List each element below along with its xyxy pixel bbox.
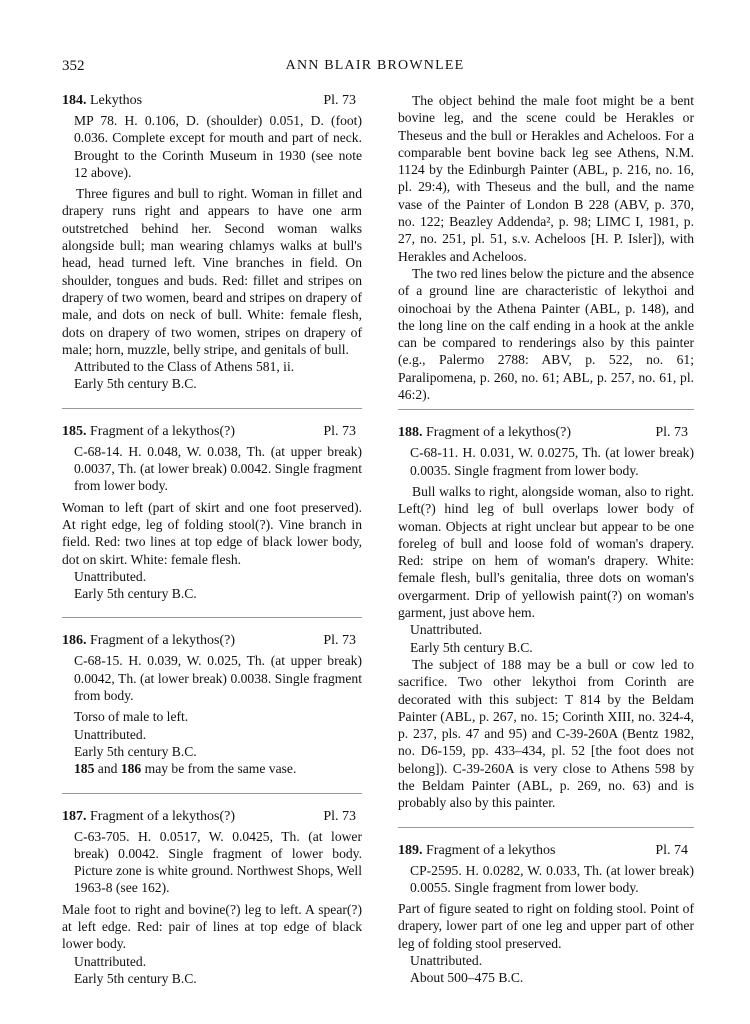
note-ref-185: 185 (74, 761, 95, 777)
entry-description: Woman to left (part of skirt and one foot preserved). At right edge, leg of folding stool(?). Vine branch in field. Red: two lines at top edge of black lower body, dot on skirt. White: female flesh. (62, 499, 362, 567)
entry-attribution: Attributed to the Class of Athens 581, ii. (74, 359, 295, 375)
divider (62, 617, 362, 618)
entry-number: 187. (62, 808, 87, 824)
note-ref-186: 186 (120, 761, 142, 777)
entry-description: Torso of male to left. (74, 709, 189, 725)
entry-specs: MP 78. H. 0.106, D. (shoulder) 0.051, D. (foot) 0.036. Complete except for mouth and part of neck. Brought to the Corinth Museum in 1930 (see note 12 above). (74, 113, 362, 180)
entry-title: Fragment of a lekythos (426, 842, 556, 858)
entry-specs: C-68-15. H. 0.039, W. 0.025, Th. (at upper break) 0.0042, Th. (at lower break) 0.0038. Single fragment from body. (74, 653, 362, 704)
catalogue-entry-185 (62, 423, 362, 603)
entry-specs: C-68-14. H. 0.048, W. 0.038, Th. (at upper break) 0.0037, Th. (at lower break) 0.0042. Single fragment from lower body. (74, 443, 362, 494)
divider (62, 793, 362, 794)
entry-comment: The subject of 188 may be a bull or cow led to sacrifice. Two other lekythoi from Corinth are decorated with this subject: T 814 by the Beldam Painter (ABL, p. 267, no. 15; Corinth XIII, no. 324-4, p. 237, pls. 47 and 95) and C-39-260A (Bentz 1982, no. D6-159, pp. 433–434, pl. 52 [the foot does not belong]). C-39-260A is very close to Athens 598 by the Beldam Painter (ABL, p. 269, no. 63) and is probably also by this painter. (398, 656, 694, 811)
entry-description: Part of figure seated to right on folding stool. Point of drapery, lower part of one leg and upper part of other leg of folding stool preserved. (398, 901, 694, 951)
entry-attribution: Unattributed. (74, 953, 147, 969)
entry-title: Fragment of a lekythos(?) (90, 423, 236, 439)
entry-number: 188. (398, 425, 423, 441)
entry-date: About 500–475 B.C. (410, 970, 524, 986)
entry-number: 184. (62, 93, 87, 108)
page-header (62, 58, 688, 78)
entry-note (74, 760, 362, 777)
divider (62, 408, 362, 409)
entry-description: Male foot to right and bovine(?) leg to left. A spear(?) at left edge. Red: pair of lines at top edge of black lower body. (62, 901, 362, 952)
divider (398, 409, 694, 410)
entry-description: Bull walks to right, alongside woman, also to right. Left(?) hind leg of bull overlaps lower body of woman. Objects at right unclear but appear to be one foreleg of bull and loose fold of woman's drapery. Red: stripe on hem of woman's drapery. White: female flesh, bull's genitalia, three dots on woman's overgarment. Drip of yellowish paint(?) on woman's garment, just above hem. (398, 483, 694, 621)
entry-heading (62, 423, 362, 441)
entry-title: Lekythos (90, 93, 143, 108)
catalogue-entry-188 (398, 424, 694, 811)
entry-heading (398, 842, 694, 860)
plate-reference: Pl. 73 (323, 93, 356, 108)
catalogue-entry-184 (62, 92, 362, 393)
entry-heading (62, 632, 362, 650)
left-column (62, 92, 362, 1002)
entry-number: 189. (398, 842, 423, 858)
commentary-187-p2: The two red lines below the picture and the absence of a ground line are characteristic of lekythoi and oinochoai by the Athena Painter (ABL, p. 148), and the long line on the calf ending in a hook at the ankle can be compared to renderings also by this painter (e.g., Palermo 2788: ABV, p. 522, no. 61; Paralipomena, p. 260, no. 61; ABL, p. 257, no. 61, pl. 46:2). (398, 265, 694, 403)
entry-specs: C-63-705. H. 0.0517, W. 0.0425, Th. (at lower break) 0.0042. Single fragment of lower body. Picture zone is white ground. Northwest Shops, Well 1963-8 (see 162). (74, 828, 362, 896)
catalogue-entry-189 (398, 842, 694, 987)
plate-reference: Pl. 74 (655, 842, 688, 858)
entry-attribution: Unattributed. (410, 622, 483, 638)
entry-title: Fragment of a lekythos(?) (90, 633, 236, 649)
note-text: may be from the same vase. (141, 761, 297, 777)
plate-reference: Pl. 73 (323, 423, 356, 439)
entry-specs: C-68-11. H. 0.031, W. 0.0275, Th. (at lower break) 0.0035. Single fragment from lower body. (410, 445, 694, 478)
entry-title: Fragment of a lekythos(?) (90, 808, 236, 824)
entry-number: 185. (62, 423, 87, 439)
entry-attribution: Unattributed. (410, 953, 483, 969)
entry-date: Early 5th century B.C. (74, 970, 197, 986)
entry-date: Early 5th century B.C. (74, 376, 197, 392)
plate-reference: Pl. 73 (323, 808, 356, 824)
commentary-187-p1: The object behind the male foot might be a bent bovine leg, and the scene could be Herakles or Theseus and the bull or Herakles and Acheloos. For a comparable bent bovine back leg see Athens, N.M. 1124 by the Edinburgh Painter (ABL, p. 216, no. 16, pl. 29:4), with Theseus and the bull, and the name vase of the Painter of London B 228 (ABV, p. 370, no. 122; Beazley Addenda², p. 98; LIMC I, 1981, p. 27, no. 251, pl. 51, s.v. Acheloos [H. P. Isler]), with Herakles and Acheloos. (398, 93, 694, 264)
right-column (398, 92, 694, 1002)
entry-title: Fragment of a lekythos(?) (426, 425, 572, 441)
entry-heading (62, 808, 362, 826)
plate-reference: Pl. 73 (655, 425, 688, 441)
entry-number: 186. (62, 633, 87, 649)
note-and: and (94, 761, 121, 777)
entry-attribution: Unattributed. (74, 568, 147, 584)
entry-description: Three figures and bull to right. Woman in fillet and drapery runs right and appears to have one arm outstretched behind her. Second woman walks alongside bull; man wearing chlamys walks at bull's head, head turned left. Vine branches in field. On shoulder, tongues and buds. Red: fillet and stripes on drapery of two women, beard and stripes on drapery of male, and dots on neck of bull. White: female flesh, dots on drapery of two women, stripes on drapery of male; horn, muzzle, belly stripe, and genitals of bull. (62, 186, 362, 357)
entry-date: Early 5th century B.C. (410, 639, 533, 655)
entry-date: Early 5th century B.C. (74, 743, 197, 759)
entry-heading (62, 92, 362, 110)
catalogue-entry-187 (62, 808, 362, 988)
running-head: ANN BLAIR BROWNLEE (285, 58, 465, 73)
entry-attribution: Unattributed. (74, 726, 147, 742)
entry-date: Early 5th century B.C. (74, 586, 197, 602)
divider (398, 827, 694, 828)
entry-heading (398, 424, 694, 442)
entry-specs: CP-2595. H. 0.0282, W. 0.033, Th. (at lower break) 0.0055. Single fragment from lower body. (410, 862, 694, 895)
page-number: 352 (62, 58, 85, 74)
plate-reference: Pl. 73 (323, 633, 356, 649)
catalogue-entry-186 (62, 632, 362, 777)
